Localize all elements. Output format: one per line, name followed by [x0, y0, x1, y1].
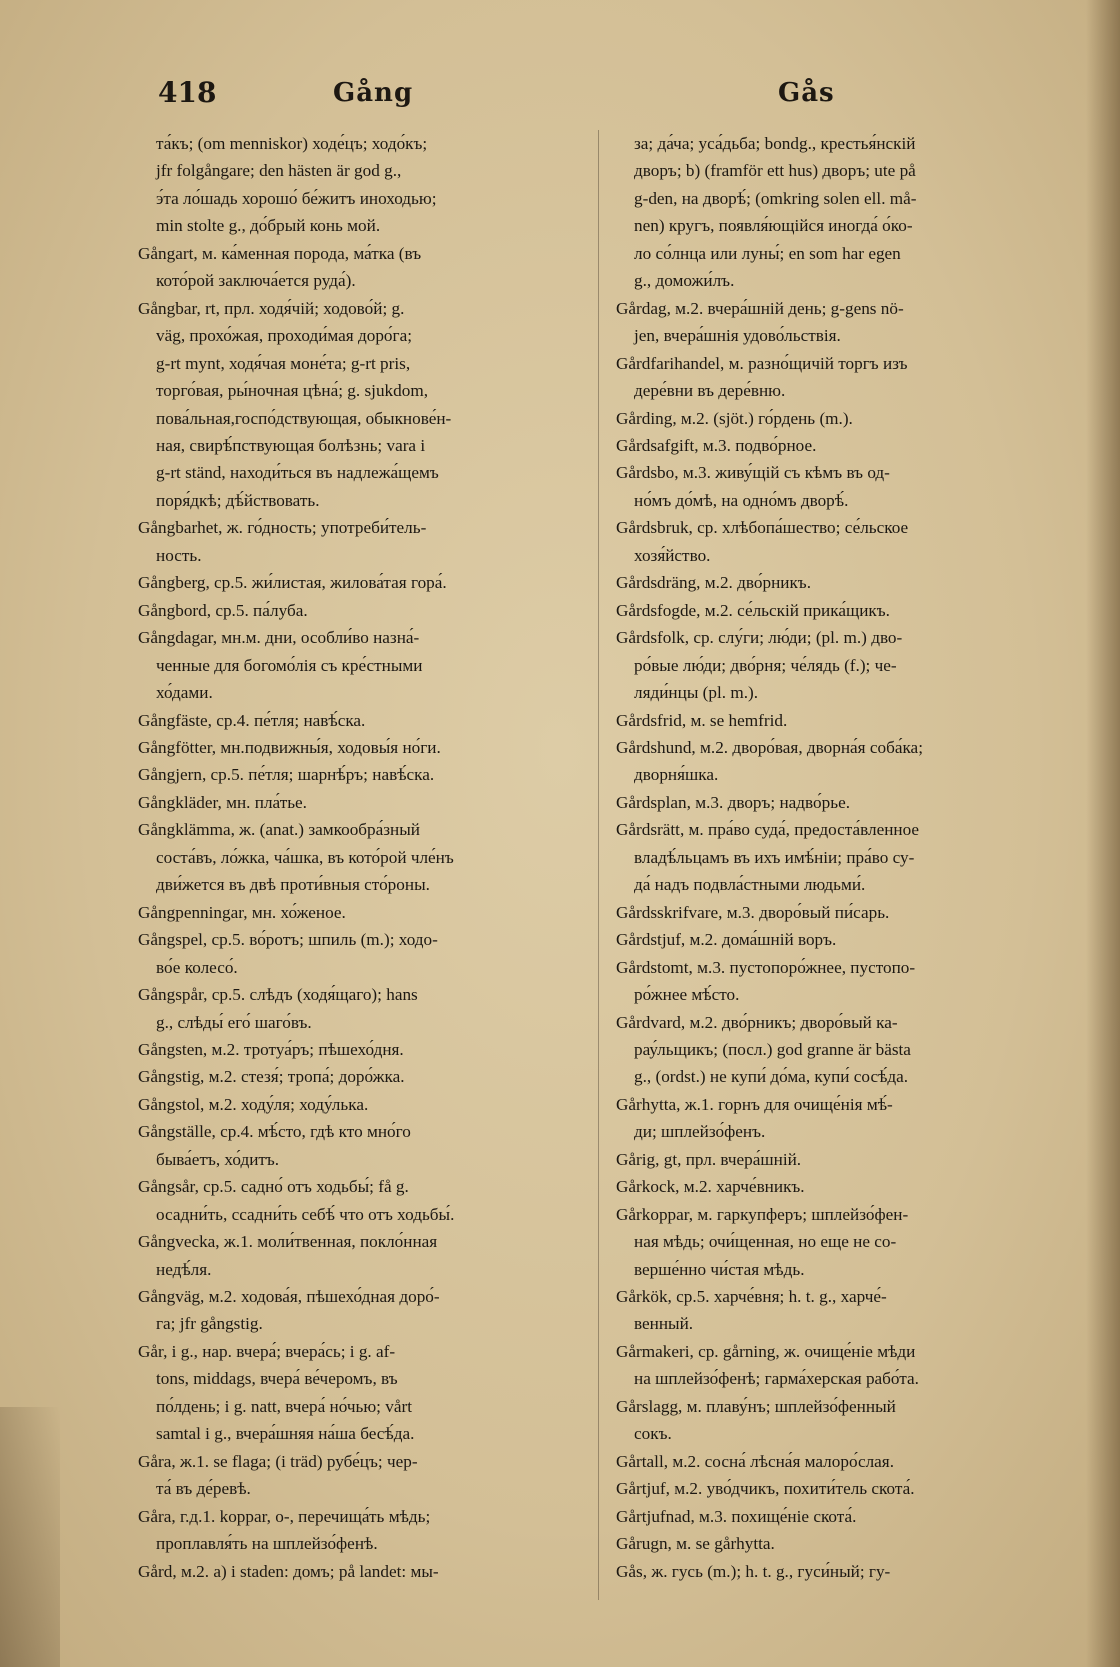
- text-line: Gångklämma, ж. (anat.) замкообра́зный: [138, 820, 420, 840]
- text-line: Gångberg, ср.5. жи́листая, жилова́тая гора́.: [138, 573, 447, 593]
- text-line: та́ въ де́ревѣ.: [156, 1479, 251, 1499]
- text-line: Gångdagar, мн.м. дни, особли́во назна́-: [138, 628, 420, 648]
- text-line: соста́въ, ло́жка, ча́шка, въ кото́рой чле́нъ: [156, 847, 454, 867]
- text-line: Gårdsfolk, ср. слу́ги; лю́ди; (pl. m.) дво-: [616, 628, 903, 648]
- left-running-head: Gång: [333, 78, 414, 108]
- text-line: Gårdfarihandel, м. разно́щичій торгъ изъ: [616, 353, 908, 373]
- text-line: Gårslagg, м. плаву́нъ; шплейзо́фенный: [616, 1396, 896, 1416]
- text-line: Gårig, gt, прл. вчера́шній.: [616, 1149, 802, 1169]
- text-line: осадни́ть, ссадни́ть себѣ́ что отъ ходьбы́.: [156, 1204, 455, 1224]
- text-line: га; jfr gångstig.: [156, 1314, 263, 1334]
- text-line: Gårugn, м. se gårhytta.: [616, 1534, 775, 1554]
- text-line: tons, middags, вчера́ ве́черомъ, въ: [156, 1369, 398, 1389]
- text-line: Gårdsafgift, м.3. подво́рное.: [616, 435, 817, 455]
- text-line: Gårdshund, м.2. дворо́вая, дворна́я соба́ка;: [616, 737, 923, 757]
- text-line: Gårdsbo, м.3. живу́щій съ кѣмъ въ од-: [616, 463, 890, 483]
- text-line: Gårmakeri, ср. gårning, ж. очище́ніе мѣди: [616, 1341, 916, 1361]
- text-line: поря́дкѣ; дѣ́йствовать.: [156, 490, 320, 510]
- text-line: за; да́ча; уса́дьба; bondg., крестья́нскій: [634, 134, 916, 153]
- text-line: Gårdag, м.2. вчера́шній день; g-gens nö-: [616, 298, 904, 318]
- text-line: Gångkläder, мн. пла́тье.: [138, 792, 307, 812]
- text-line: ди; шплейзо́фенъ.: [634, 1122, 766, 1142]
- text-line: Gångbar, rt, прл. ходя́чій; ходово́й; g.: [138, 298, 405, 318]
- text-line: владѣ́льцамъ въ ихъ имѣ́ніи; пра́во су-: [634, 847, 915, 867]
- text-line: верше́нно чи́стая мѣдь.: [634, 1259, 805, 1279]
- text-line: g-rt ständ, находи́ться въ надлежа́щемъ: [156, 463, 439, 483]
- text-line: Gårdsplan, м.3. дворъ; надво́рье.: [616, 792, 851, 812]
- text-line: пова́льная,госпо́дствующая, обыкнове́н-: [156, 408, 452, 428]
- text-line: ло со́лнца или луны́; en som har egen: [634, 243, 901, 263]
- text-line: Gårdstjuf, м.2. дома́шній воръ.: [616, 930, 837, 950]
- text-line: торго́вая, ры́ночная цѣна́; g. sjukdom,: [156, 381, 428, 401]
- text-line: ляди́нцы (pl. m.).: [634, 683, 759, 703]
- text-line: проплавля́ть на шплейзо́фенѣ.: [156, 1534, 378, 1554]
- text-line: Gårdvard, м.2. дво́рникъ; дворо́вый ка-: [616, 1012, 898, 1032]
- text-line: Gångfäste, ср.4. пе́тля; навѣ́ска.: [138, 710, 366, 730]
- text-line: Gårdsrätt, м. пра́во суда́, предоста́вленное: [616, 820, 920, 840]
- text-line: ро́жнее мѣ́сто.: [634, 985, 740, 1005]
- text-line: Gångjern, ср.5. пе́тля; шарнѣ́ръ; навѣ́ска.: [138, 765, 435, 785]
- text-line: венный.: [634, 1314, 694, 1334]
- text-line: väg, прохо́жая, проходи́мая доро́га;: [156, 326, 412, 346]
- text-line: jen, вчера́шнія удово́льствія.: [634, 326, 841, 346]
- text-line: во́е колесо́.: [156, 957, 238, 977]
- text-line: та́къ; (om menniskor) ходе́цъ; ходо́къ;: [156, 134, 428, 153]
- text-line: рау́льщикъ; (посл.) god granne är bästa: [634, 1039, 911, 1059]
- text-line: samtal i g., вчера́шняя на́ша бесѣ́да.: [156, 1424, 415, 1444]
- text-line: дере́вни въ дере́вню.: [634, 381, 786, 401]
- text-line: ность.: [156, 545, 202, 565]
- text-line: Gårdstomt, м.3. пустопоро́жнее, пустопо-: [616, 957, 916, 977]
- text-line: g., слѣды́ его́ шаго́въ.: [156, 1012, 312, 1032]
- text-line: Gångsår, ср.5. садно́ отъ ходьбы́; få g.: [138, 1177, 409, 1197]
- text-line: по́лдень; i g. natt, вчера́ но́чью; vårt: [156, 1396, 412, 1416]
- text-line: Gårdsdräng, м.2. дво́рникъ.: [616, 573, 811, 593]
- column-divider: [598, 130, 599, 1600]
- right-running-head: Gås: [778, 78, 835, 108]
- text-line: Gångpenningar, мн. хо́женое.: [138, 902, 346, 922]
- text-line: хо́дами.: [156, 683, 213, 703]
- text-line: Gångvecka, ж.1. моли́твенная, покло́нная: [138, 1232, 438, 1252]
- text-line: nen) кругъ, появля́ющійся иногда́ о́ко-: [634, 216, 913, 236]
- text-line: Gåra, ж.1. se flaga; (i träd) рубе́цъ; чер-: [138, 1451, 418, 1471]
- page-number: 418: [158, 76, 217, 109]
- right-column: [616, 130, 1048, 1640]
- text-line: Gångfötter, мн.подвижны́я, ходовы́я но́ги.: [138, 737, 441, 757]
- text-line: Gångstig, м.2. стезя́; тропа́; доро́жка.: [138, 1067, 405, 1087]
- text-line: быва́етъ, хо́дитъ.: [156, 1149, 280, 1169]
- text-line: g-den, на дворѣ́; (omkring solen ell. må-: [634, 188, 917, 208]
- text-line: g., доможи́лъ.: [634, 271, 735, 291]
- text-line: сокъ.: [634, 1424, 672, 1444]
- text-line: Gångspår, ср.5. слѣдъ (ходя́щаго); hans: [138, 985, 418, 1005]
- text-line: Gångspel, ср.5. во́ротъ; шпиль (m.); ходо-: [138, 930, 438, 950]
- text-line: хозя́йство.: [634, 545, 711, 565]
- text-line: ченные для богомо́лія съ кре́стными: [156, 655, 423, 675]
- text-line: g., (ordst.) не купи́ до́ма, купи́ сосѣ́да.: [634, 1067, 909, 1087]
- text-line: да́ надъ подвла́стными людьми́.: [634, 875, 866, 895]
- text-line: дворня́шка.: [634, 765, 719, 785]
- text-line: Gårtjufnad, м.3. похище́ніе скота́.: [616, 1506, 857, 1526]
- text-line: Gångstol, м.2. ходу́ля; ходу́лька.: [138, 1094, 369, 1114]
- text-line: Gårkock, м.2. харче́вникъ.: [616, 1177, 805, 1197]
- text-line: Gårding, м.2. (sjöt.) го́рдень (m.).: [616, 408, 853, 428]
- text-line: Gårdsfrid, м. se hemfrid.: [616, 710, 788, 730]
- text-line: Gångsten, м.2. тротуа́ръ; пѣшехо́дня.: [138, 1039, 404, 1059]
- text-line: Gårtjuf, м.2. уво́дчикъ, похити́тель скота́.: [616, 1479, 915, 1499]
- text-line: дворъ; b) (framför ett hus) дворъ; ute på: [634, 161, 916, 181]
- text-line: Gårkoppar, м. гаркупферъ; шплейзо́фен-: [616, 1204, 909, 1224]
- text-line: Gångställe, ср.4. мѣ́сто, гдѣ кто мно́го: [138, 1122, 411, 1142]
- text-line: ная, свирѣ́пствующая болѣзнь; vara i: [156, 435, 426, 455]
- text-line: кото́рой заключа́ется руда́).: [156, 271, 356, 291]
- page-edge-shadow: [1086, 0, 1120, 1667]
- text-line: jfr folgångare; den hästen är god g.,: [156, 161, 402, 181]
- text-line: Gångbord, ср.5. па́луба.: [138, 600, 308, 620]
- text-line: Gåra, г.д.1. koppar, о-, перечища́ть мѣдь;: [138, 1506, 431, 1526]
- text-line: но́мъ до́мѣ, на одно́мъ дворѣ́.: [634, 490, 849, 510]
- text-line: Gårdsbruk, ср. хлѣбопа́шество; се́льское: [616, 518, 909, 538]
- text-line: недѣ́ля.: [156, 1259, 212, 1279]
- running-header: [158, 76, 1028, 116]
- text-line: Gångbarhet, ж. го́дность; употреби́тель-: [138, 518, 427, 538]
- text-line: min stolte g., до́брый конь мой.: [156, 216, 381, 236]
- text-line: Gårdsfogde, м.2. се́льскій прика́щикъ.: [616, 600, 890, 620]
- text-line: Går, i g., нар. вчера́; вчера́сь; i g. af-: [138, 1341, 396, 1361]
- text-line: Gårkök, ср.5. харче́вня; h. t. g., харче́-: [616, 1287, 887, 1307]
- text-line: Gårhytta, ж.1. горнъ для очище́нія мѣ́-: [616, 1094, 893, 1114]
- text-line: ная мѣдь; очи́щенная, но еще не со-: [634, 1232, 897, 1252]
- text-line: Gås, ж. гусь (m.); h. t. g., гуси́ный; гу-: [616, 1561, 891, 1581]
- text-line: g-rt mynt, ходя́чая моне́та; g-rt pris,: [156, 353, 411, 373]
- text-line: на шплейзо́фенѣ; гарма́херская рабо́та.: [634, 1369, 919, 1389]
- text-line: ро́вые лю́ди; дво́рня; че́лядь (f.); че-: [634, 655, 897, 675]
- text-line: Gårtall, м.2. сосна́ лѣсна́я малоро́слая.: [616, 1451, 895, 1471]
- page-corner-shadow: [0, 1407, 60, 1667]
- text-line: Gård, м.2. a) i staden: домъ; på landet: мы-: [138, 1561, 439, 1581]
- text-line: Gårdsskrifvare, м.3. дворо́вый пи́сарь.: [616, 902, 890, 922]
- text-line: Gångväg, м.2. ходова́я, пѣшехо́дная доро́-: [138, 1287, 440, 1307]
- left-column: [138, 130, 584, 1640]
- text-line: Gångart, м. ка́менная порода, ма́тка (въ: [138, 243, 422, 263]
- text-line: э́та ло́шадь хорошо́ бе́житъ иноходью;: [156, 188, 437, 208]
- text-line: дви́жется въ двѣ проти́вныя сто́роны.: [156, 875, 430, 895]
